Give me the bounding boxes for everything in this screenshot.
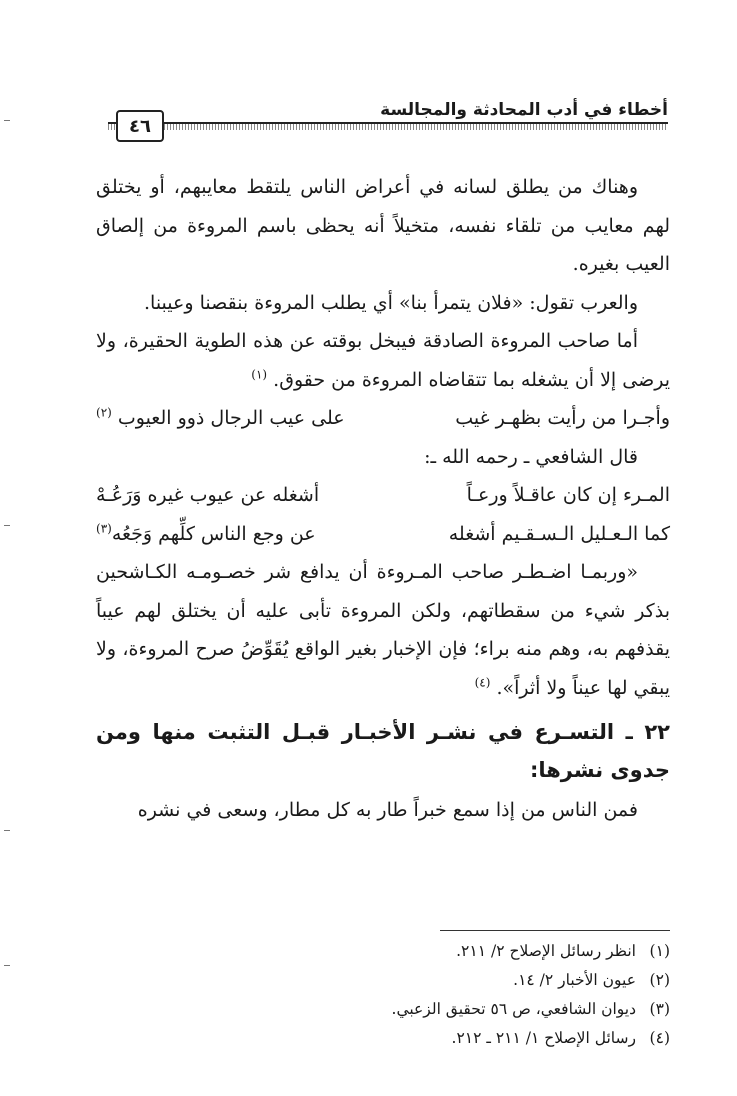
verse-3-second-text: عن وجع الناس كلِّهم وَجَعُه — [111, 522, 316, 545]
footnote-text: ديوان الشافعي، ص ٥٦ تحقيق الزعبي. — [391, 1000, 636, 1018]
paragraph-3 — [96, 322, 670, 399]
footnote-2 — [96, 966, 670, 995]
footnote-text: عيون الأخبار ٢/ ١٤. — [513, 971, 636, 989]
verse-1-second-text: على عيب الرجال ذوو العيوب — [117, 407, 345, 429]
verse-3 — [96, 515, 670, 554]
margin-mark — [4, 525, 10, 526]
header-rule — [164, 122, 668, 130]
footnote-4 — [96, 1024, 670, 1053]
page-body — [96, 168, 670, 830]
footnote-text: انظر رسائل الإصلاح ٢/ ٢١١. — [456, 942, 636, 960]
footnote-ref-4: (٤) — [474, 675, 491, 690]
verse-2 — [96, 476, 670, 515]
paragraph-3-text: أما صاحب المروءة الصادقة فيبخل بوقته عن هذه الطوية الحقيرة، ولا يرضى إلا أن يشغله بما تتقاضاه المروءة من حقوق. — [96, 330, 670, 391]
footnote-1 — [96, 937, 670, 966]
margin-mark — [4, 830, 10, 831]
margin-mark — [4, 120, 10, 121]
page-number: ٤٦ — [116, 110, 164, 142]
footnote-number: (١) — [649, 942, 670, 960]
footnote-number: (٤) — [649, 1029, 670, 1047]
footnotes — [96, 930, 670, 1053]
paragraph-5: فمن الناس من إذا سمع خبراً طار به كل مطار، وسعى في نشره — [137, 799, 638, 821]
paragraph-1: وهناك من يطلق لسانه في أعراض الناس يلتقط معايبهم، أو يختلق لهم معايب من تلقاء نفسه، متخيلاً أنه يحظى باسم المروءة من إلصاق العيب بغيره. — [96, 176, 670, 275]
footnote-ref-2: (٢) — [96, 405, 112, 420]
page-header — [108, 96, 668, 142]
verse-1 — [96, 399, 670, 438]
verse-2-first-hemistich: المـرء إن كان عاقـلاً ورعـاً — [466, 484, 670, 506]
footnote-ref-1: (١) — [251, 367, 268, 382]
section-heading: ٢٢ ـ التسـرع في نشـر الأخبـار قبـل التثبت منها ومن جدوى نشرها: — [96, 720, 670, 782]
footnote-3 — [96, 995, 670, 1024]
running-title: أخطاء في أدب المحادثة والمجالسة — [380, 100, 668, 120]
footnote-number: (٣) — [649, 1000, 670, 1018]
verse-3-first-hemistich: كما الـعـليل الـسـقـيم أشغله — [448, 522, 670, 545]
paragraph-4-text: «وربمـا اضـطـر صاحب المـروءة أن يدافع شر خصـومـه الكـاشحين بذكر شيء من سقطاتهم، ولكن المروءة تأبى عليه أن يختلق لهم عيباً يقذفهم به، وهم منه براء؛ فإن الإخبار بغير الواقع يُقَوِّضُ صرح المروءة، ولا يبقي لها عيناً ولا أثراً». — [96, 561, 670, 699]
verse-1-first-hemistich: وأجـرا من رأيت بظهـر غيب — [455, 407, 670, 429]
footnote-separator — [440, 930, 670, 931]
verse-3-second-hemistich — [96, 515, 316, 554]
verse-1-second-hemistich — [96, 399, 345, 438]
footnote-ref-3: (٣) — [96, 521, 112, 536]
verse-2-second-hemistich: أشغله عن عيوب غيره وَرَعُـهْ — [96, 484, 320, 506]
footnote-number: (٢) — [649, 971, 670, 989]
footnote-text: رسائل الإصلاح ١/ ٢١١ ـ ٢١٢. — [451, 1029, 636, 1047]
paragraph-4 — [96, 553, 670, 707]
paragraph-2: والعرب تقول: «فلان يتمرأ بنا» أي يطلب المروءة بنقصنا وعيبنا. — [144, 291, 638, 314]
shafii-intro: قال الشافعي ـ رحمه الله ـ: — [424, 445, 638, 468]
margin-mark — [4, 965, 10, 966]
